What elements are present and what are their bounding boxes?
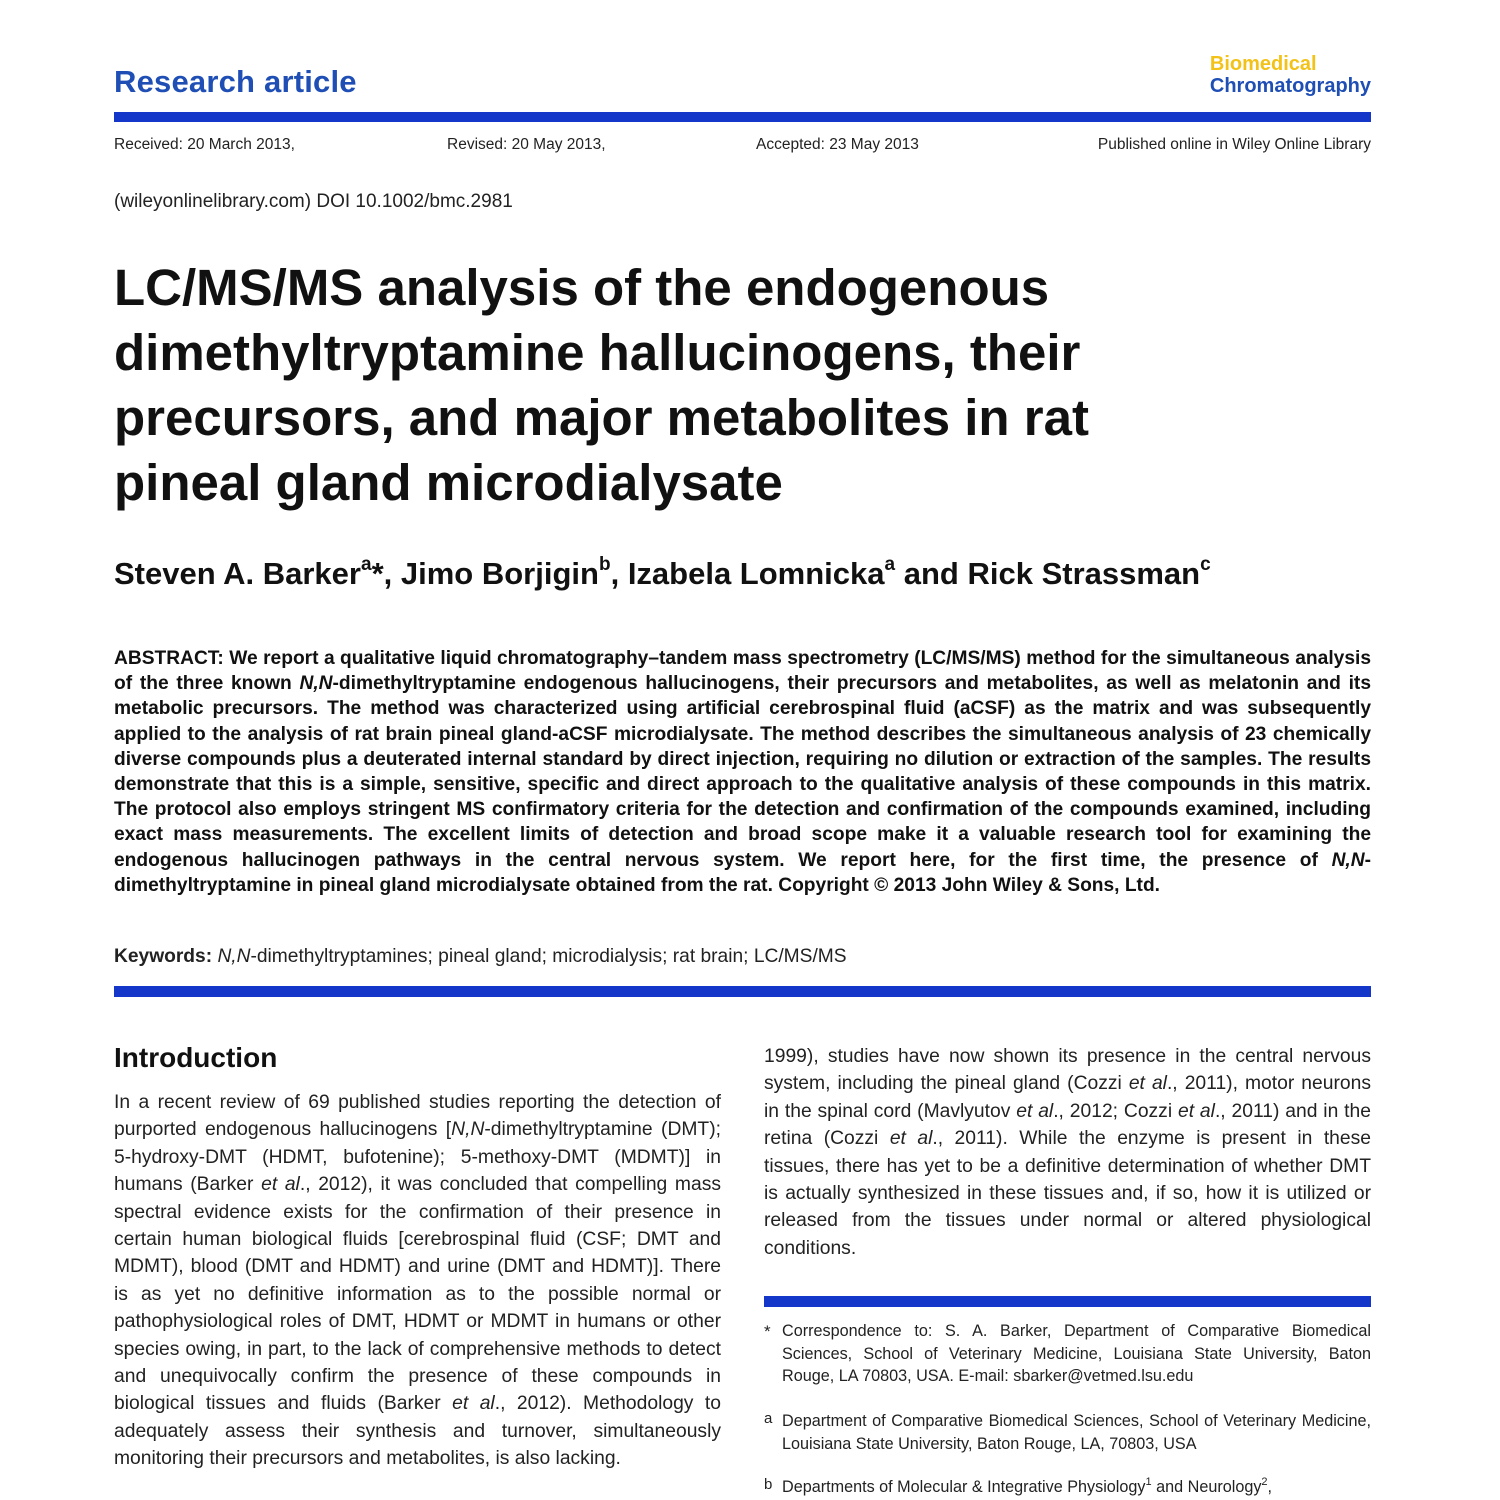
keywords-text: -dimethyltryptamines; pineal gland; microdialysis; rat brain; LC/MS/MS <box>250 946 847 967</box>
article-dates <box>114 136 1371 156</box>
body-text: -dimethyltryptamine (DMT); 5-hydroxy-DMT (HDMT, bufotenine); 5-methoxy-DMT (MDMT)] in humans (Barker <box>114 1119 721 1196</box>
title-line: pineal gland microdialysate <box>114 454 783 511</box>
author-affiliation-mark: a <box>360 554 372 575</box>
body-text: ., 2012). Methodology to adequately assess their synthesis and turnover, simultaneously monitoring their precursors and metabolites, is also lacking. <box>114 1393 721 1470</box>
footnote-mark: a <box>764 1410 773 1427</box>
date-received: Received: 20 March 2013, <box>114 136 295 153</box>
body-text-italic: et al <box>261 1174 300 1196</box>
body-text-italic: et al <box>889 1128 933 1150</box>
footnote-text: Department of Comparative Biomedical Sciences, School of Veterinary Medicine, Louisiana State University, Baton Rouge, LA, 70803, USA <box>782 1412 1371 1453</box>
body-text-italic: et al <box>1128 1073 1167 1095</box>
keywords <box>114 946 847 968</box>
footnote-sup: 2 <box>1261 1476 1268 1488</box>
abstract-text: -dimethyltryptamine endogenous hallucinogens, their precursors and metabolites, as well as melatonin and its metabolic precursors. The method was characterized using artificial cerebrospinal fluid (aCSF) as the matrix and was subsequently applied to the analysis of rat brain pineal gland-aCSF microdialysate. The method describes the simultaneous analysis of 23 chemically diverse compounds plus a deuterated internal standard by direct injection, requiring no dilution or extraction of the samples. The results demonstrate that this is a simple, sensitive, specific and direct approach to the qualitative analysis of these compounds in this matrix. The protocol also employs stringent MS confirmatory criteria for the detection and confirmation of the compounds examined, including exact mass measurements. The excellent limits of detection and broad scope make it a valuable research tool for examining the endogenous hallucinogen pathways in the central nervous system. We report here, for the first time, the presence of <box>114 673 1371 871</box>
title-line: dimethyltryptamine hallucinogens, their <box>114 324 1081 381</box>
section-heading-introduction: Introduction <box>114 1042 278 1073</box>
doi-line: (wileyonlinelibrary.com) DOI 10.1002/bmc.2981 <box>114 191 513 212</box>
abstract-text: -dimethyltryptamine in pineal gland microdialysate obtained from the rat. Copyright © 2013 John Wiley & Sons, Ltd. <box>114 849 1371 896</box>
author-affiliation-mark: c <box>1200 554 1211 575</box>
footnote-affiliation-a <box>764 1410 1371 1455</box>
body-column-left <box>114 1089 721 1473</box>
footnote-text-part: Departments of Molecular & Integrative Physiology <box>782 1478 1146 1496</box>
author-name: Izabela Lomnicka <box>627 556 885 591</box>
author-name: Rick Strassman <box>967 556 1201 591</box>
title-line: precursors, and major metabolites in rat <box>114 389 1089 446</box>
footnote-text: Correspondence to: S. A. Barker, Department of Comparative Biomedical Sciences, School of Veterinary Medicine, Louisiana State University, Baton Rouge, LA 70803, USA. E-mail: sbarker@vetmed.lsu.edu <box>782 1322 1371 1385</box>
author-affiliation-mark: b <box>598 554 611 575</box>
author-name: Jimo Borjigin <box>400 556 599 591</box>
date-accepted: Accepted: 23 May 2013 <box>756 136 919 153</box>
article-title <box>114 255 1371 515</box>
body-text: In a recent review of 69 published studies reporting the detection of purported endogenous hallucinogens [ <box>114 1092 721 1141</box>
body-text: ., 2012; Cozzi <box>1053 1100 1178 1122</box>
abstract-italic: N,N <box>299 673 333 695</box>
footnote-text-part: and Neurology <box>1151 1478 1262 1496</box>
footnote-affiliation-b <box>764 1476 1371 1499</box>
author-connector: and <box>903 556 959 591</box>
footnote-text-part: , <box>1267 1478 1273 1496</box>
author-name: Steven A. Barker <box>114 556 361 591</box>
abstract-text: ABSTRACT: We report a qualitative liquid chromatography–tandem mass spectrometry (LC/MS/MS) method for the simultaneous analysis of the three known <box>114 648 1371 695</box>
body-column-right <box>764 1043 1371 1262</box>
journal-logo <box>1210 53 1371 97</box>
footnote-text <box>782 1476 1371 1499</box>
header-rule <box>114 112 1371 122</box>
footnote-rule <box>764 1296 1371 1307</box>
body-text-italic: et al <box>1016 1100 1054 1122</box>
author-separator: *, <box>371 556 393 591</box>
body-text: ., 2011). While the enzyme is present in these tissues, there has yet to be a definitive determination of whether DMT is actually synthesized in these tissues and, if so, how it is utilized or released from the tissues under normal or altered physiological conditions. <box>764 1128 1371 1259</box>
body-text-italic: N,N <box>451 1119 485 1141</box>
body-text: 1999), studies have now shown its presence in the central nervous system, including the pineal gland (Cozzi <box>764 1046 1371 1095</box>
footnote-sup: 1 <box>1145 1476 1152 1488</box>
journal-logo-line1: Biomedical <box>1209 53 1317 75</box>
footnote-mark: b <box>764 1476 773 1493</box>
footnote-mark: * <box>764 1322 771 1341</box>
author-separator: , <box>610 556 620 591</box>
date-published: Published online in Wiley Online Library <box>1097 136 1371 153</box>
keywords-label: Keywords: <box>114 946 213 967</box>
body-text: ., 2011), motor neurons in the spinal cord (Mavlyutov <box>764 1073 1371 1122</box>
date-revised: Revised: 20 May 2013, <box>447 136 606 153</box>
keywords-italic: N,N <box>217 946 251 967</box>
author-affiliation-mark: a <box>884 554 896 575</box>
footnote-correspondence <box>764 1320 1371 1388</box>
abstract <box>114 646 1371 898</box>
section-rule <box>114 986 1371 997</box>
body-text: ., 2012), it was concluded that compelling mass spectral evidence exists for the confirmation of their presence in certain human biological fluids [cerebrospinal fluid (CSF; DMT and MDMT), blood (DMT and HDMT) and urine (DMT and HDMT)]. There is as yet no definitive information as to the possible normal or pathophysiological roles of DMT, HDMT or MDMT in humans or other species owing, in part, to the lack of comprehensive methods to detect and unequivocally confirm the presence of these compounds in biological tissues and fluids (Barker <box>114 1174 721 1415</box>
body-text-italic: et al <box>452 1393 495 1415</box>
journal-logo-line2: Chromatography <box>1209 75 1371 97</box>
body-text-italic: et al <box>1177 1100 1215 1122</box>
body-text: ., 2011) and in the retina (Cozzi <box>764 1100 1371 1150</box>
title-line: LC/MS/MS analysis of the endogenous <box>114 259 1050 316</box>
abstract-italic: N,N <box>1331 849 1365 871</box>
author-list <box>114 556 1371 592</box>
article-type-label: Research article <box>114 64 357 99</box>
